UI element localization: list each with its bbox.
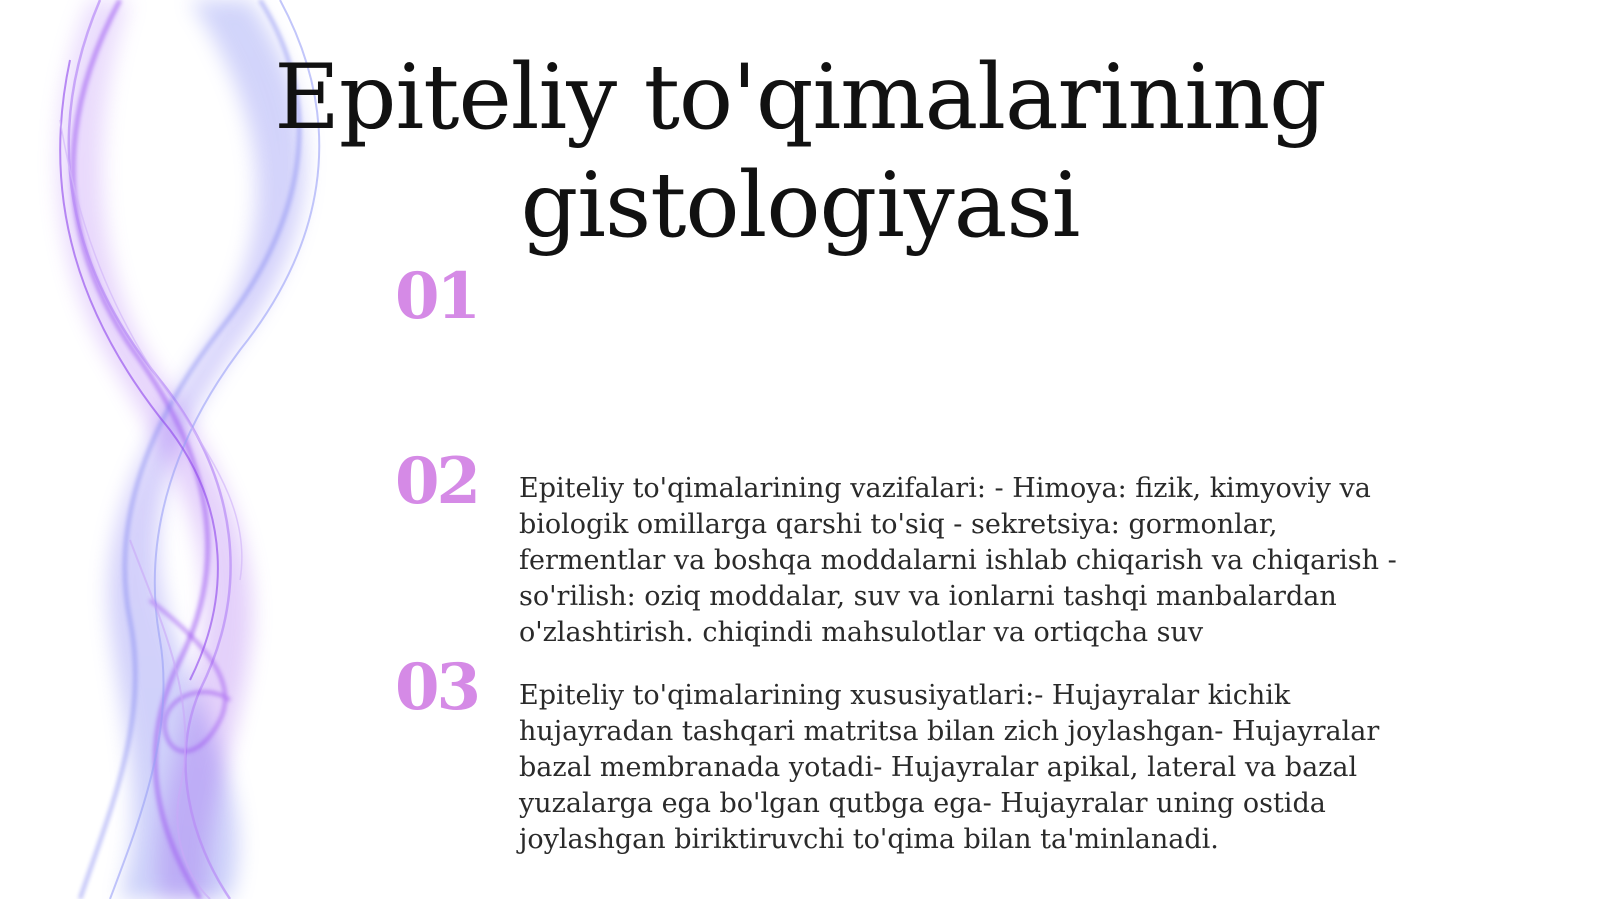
item-text-02: Epiteliy to'qimalarining vazifalari: - Himoya: fizik, kimyoviy va biologik omillarga qarshi to'siq - sekretsiya: gormonlar, fermentlar va boshqa moddalarni ishlab chiqarish va chiqarish - so'rilish: oziq moddalar, suv va ionlarni tashqi manbalardan o'zlashtirish. chiqindi mahsulotlar va ortiqcha suv (519, 473, 1397, 648)
item-number-03: 03 (395, 650, 479, 725)
item-text-03: Epiteliy to'qimalarining xususiyatlari:- Hujayralar kichik hujayradan tashqari matritsa bilan zich joylashgan- Hujayralar bazal membranada yotadi- Hujayralar apikal, lateral va bazal yuzalarga ega bo'lgan qutbga ega- Hujayralar uning ostida joylashgan biriktiruvchi to'qima bilan ta'minlanadi. (519, 680, 1380, 855)
item-number-01: 01 (395, 259, 479, 334)
slide-title: Epiteliy to'qimalarining gistologiyasi (274, 45, 1326, 258)
item-number-02: 02 (395, 444, 479, 519)
